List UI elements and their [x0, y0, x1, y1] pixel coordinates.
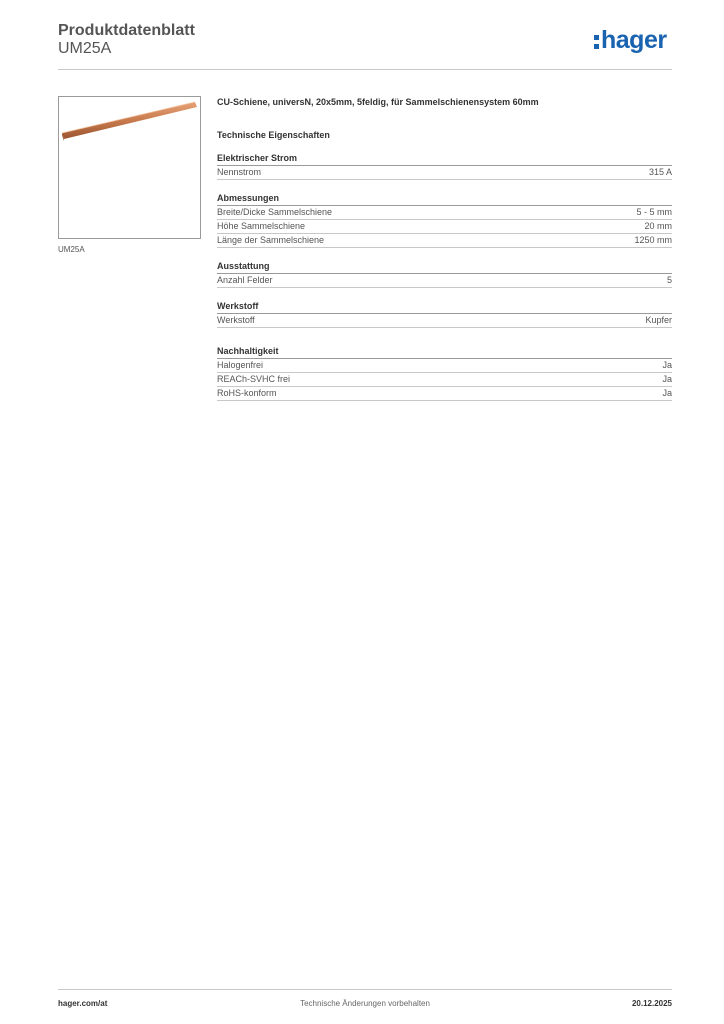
tech-properties-heading: Technische Eigenschaften [217, 130, 330, 140]
row-label: Länge der Sammelschiene [217, 235, 325, 245]
row-value: Ja [662, 360, 672, 370]
footer-website: hager.com/at [58, 999, 108, 1008]
product-details [217, 96, 672, 401]
table-row [217, 359, 672, 373]
section-heading: Ausstattung [217, 260, 672, 274]
footer-date: 20.12.2025 [631, 999, 672, 1008]
logo-text: hager [601, 26, 667, 54]
table-row [217, 166, 672, 180]
product-description: CU-Schiene, universN, 20x5mm, 5feldig, für Sammelschienensystem 60mm [217, 97, 539, 107]
row-label: Nennstrom [217, 167, 262, 177]
copper-busbar-icon [59, 97, 200, 238]
section-sustainability [217, 345, 672, 401]
section-material [217, 300, 672, 328]
row-value: Ja [662, 388, 672, 398]
section-heading: Nachhaltigkeit [217, 345, 672, 359]
footer-disclaimer: Technische Änderungen vorbehalten [300, 999, 430, 1008]
section-equipment [217, 260, 672, 288]
page-title: Produktdatenblatt [58, 22, 195, 39]
row-value: 1250 mm [634, 235, 672, 245]
section-heading: Elektrischer Strom [217, 152, 672, 166]
table-row [217, 220, 672, 234]
section-electrical [217, 152, 672, 180]
row-label: Werkstoff [217, 315, 255, 325]
row-label: Anzahl Felder [217, 275, 273, 285]
row-label: Halogenfrei [217, 360, 264, 370]
row-value: 315 A [648, 167, 672, 177]
row-label: Höhe Sammelschiene [217, 221, 306, 231]
table-row [217, 234, 672, 248]
section-heading: Abmessungen [217, 192, 672, 206]
row-value: 20 mm [644, 221, 672, 231]
page-footer [58, 989, 672, 1012]
row-label: RoHS-konform [217, 388, 277, 398]
row-label: REACh-SVHC frei [217, 374, 291, 384]
table-row [217, 274, 672, 288]
row-value: Ja [662, 374, 672, 384]
row-value: Kupfer [645, 315, 672, 325]
product-image [58, 96, 201, 239]
hager-logo [594, 26, 672, 56]
page-header [58, 22, 672, 70]
section-heading: Werkstoff [217, 300, 672, 314]
table-row [217, 314, 672, 328]
row-value: 5 - 5 mm [636, 207, 672, 217]
table-row [217, 373, 672, 387]
row-label: Breite/Dicke Sammelschiene [217, 207, 333, 217]
image-caption: UM25A [58, 245, 85, 254]
row-value: 5 [666, 275, 672, 285]
section-dimensions [217, 192, 672, 248]
logo-colon-icon [594, 35, 600, 52]
table-row [217, 206, 672, 220]
product-code: UM25A [58, 40, 112, 57]
table-row [217, 387, 672, 401]
